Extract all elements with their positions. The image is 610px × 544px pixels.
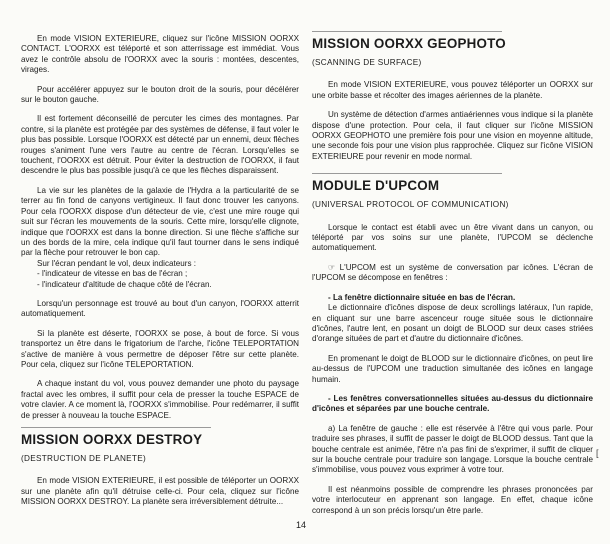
paragraph: Il est fortement déconseillé de percuter les cimes des montagnes. Par contre, si la planète est protégée par des systèmes de défense, il faut voler le plus bas possible. Lorsque l'OORXX est détecté par un ennemi, deux flèches rouges s'animent l'une vers l'autre au centre de l'écran. Lorsqu'elles se touchent, l'OORXX est détruit. Pour éviter la destruction de l'OORXX, il faut descendre le plus bas possible jusqu'à ce que les flèches disparaissent.	[21, 114, 299, 176]
paragraph: Le dictionnaire d'icônes dispose de deux scrollings latéraux, l'un rapide, en cliquant sur une barre ascenceur rouge située sous le dictionnaire d'icônes, l'autre lent, en posant un doigt de BLOOD sur deux cases striées d'orange situées de part et d'autre du dictionnaire d'icônes.	[312, 303, 593, 344]
paragraph: En mode VISION EXTERIEURE, cliquez sur l'icône MISSION OORXX CONTACT. L'OORXX est téléporté et son atterrissage est immédiat. Vous avez le contrôle absolu de l'OORXX avec la souris : montées, descentes, virages.	[21, 34, 299, 75]
section-heading-upcom: MODULE D'UPCOM	[312, 176, 593, 194]
subsection-title	[312, 293, 593, 303]
indicator-list	[21, 259, 299, 290]
paragraph: Lorsque le contact est établi avec un être vivant dans un canyon, ou téléporté par vos soins sur une planète, l'UPCOM se déclenche automatiquement.	[312, 222, 593, 253]
paragraph: En mode VISION EXTERIEURE, vous pouvez téléporter un OORXX sur une orbite basse et récolter des images aériennes de la planète.	[312, 80, 593, 100]
page-number: 14	[296, 520, 307, 530]
paragraph: Un système de détection d'armes antiaériennes vous indique si la planète dispose d'une protection. Pour cela, il faut cliquer sur l'icône MISSION OORXX GEOPHOTO une première fois pour une vision en moyenne altitude, une seconde fois pour une vision plus rapprochée. Cliquez sur l'icône VISION EXTERIEURE pour revenir en mode normal.	[312, 110, 593, 161]
subsection-title-text: - Les fenêtres conversationnelles situées au-dessus du dictionnaire d'icônes et séparées par une bouche centrale.	[312, 393, 593, 414]
subsection-title	[312, 394, 593, 415]
paragraph: a) La fenêtre de gauche : elle est réservée à l'être qui vous parle. Pour traduire ses phrases, il suffit de passer le doigt de BLOOD dessus. Tant que la bouche centrale est animée, l'être n'a pas fini de s'exprimer, il suffit de cliquer sur la bouche centrale pour traduire son langage. Lorsque la bouche centrale s'immobilise, vous pouvez vous exprimer à votre tour.	[312, 423, 593, 475]
paragraph: Pour accélérer appuyez sur le bouton droit de la souris, pour décélérer sur le bouton gauche.	[21, 84, 299, 105]
paragraph: Si la planète est déserte, l'OORXX se pose, à bout de force. Si vous transportez un être dans le frigatorium de l'arche, l'icône TELEPORTATION s'active de manière à vous permettre de déposer l'être sur cette planète. Pour cela, cliquez sur l'icône TELEPORTATION.	[21, 328, 299, 369]
section-subheading-geophoto: (SCANNING DE SURFACE)	[312, 58, 422, 67]
list-line: Sur l'écran pendant le vol, deux indicateurs :	[37, 258, 197, 268]
subsection-title-text: - La fenêtre dictionnaire située en bas de l'écran.	[328, 292, 516, 302]
paragraph: Il est néanmoins possible de comprendre les phrases prononcées par votre interlocuteur en apprenant son langage. En effet, chaque icône correspond à un son précis lorsqu'un être parle.	[312, 484, 593, 515]
list-line: - l'indicateur de vitesse en bas de l'écran ;	[37, 269, 188, 279]
section-heading-geophoto: MISSION OORXX GEOPHOTO	[312, 34, 593, 52]
paragraph: Lorsqu'un personnage est trouvé au bout d'un canyon, l'OORXX atterrit automatiquement.	[21, 298, 299, 319]
section-heading-destroy: MISSION OORXX DESTROY	[21, 430, 299, 448]
right-column	[312, 34, 593, 525]
left-column	[21, 34, 299, 517]
paragraph: ☞ L'UPCOM est un système de conversation par icônes. L'écran de l'UPCOM se décompose en fenêtres :	[312, 262, 593, 283]
paragraph: La vie sur les planètes de la galaxie de l'Hydra a la particularité de se terrer au fin fond de canyons vertigineux. Il faut donc trouver les canyons. Pour cela l'OORXX dispose d'un détecteur de vie, c'est une mire rouge qui suit sur l'écran les mouvements de la souris. Cette mire, lorsqu'elle clignote, indique que l'OORXX est dans la bonne direction. Si une flèche s'affiche sur un des bords de la mire, cela indique qu'il faut tourner dans le sens indiqué par la flèche pour retrouver le bon cap.	[21, 185, 299, 258]
list-line: - l'indicateur d'altitude de chaque côté de l'écran.	[37, 279, 212, 289]
paragraph: En promenant le doigt de BLOOD sur le dictionnaire d'icônes, on peut lire au-dessus de l'UPCOM une traduction simultanée des icônes en langage humain.	[312, 353, 593, 384]
paragraph: A chaque instant du vol, vous pouvez demander une photo du paysage fractal avec les ombres, il suffit pour cela de presser la touche ESPACE de votre clavier. A ce moment là, l'OORXX s'immobilise. Pour redémarrer, il suffit de presser à nouveau la touche ESPACE.	[21, 379, 299, 420]
edge-mark: [	[596, 448, 599, 458]
paragraph: En mode VISION EXTERIEURE, il est possible de téléporter un OORXX sur une planète afin qu'il détruise celle-ci. Pour cela, cliquez sur l'icône MISSION OORXX DESTROY. La planète sera irréversiblement détruite...	[21, 476, 299, 507]
section-subheading-upcom: (UNIVERSAL PROTOCOL OF COMMUNICATION)	[312, 200, 509, 210]
section-subheading-destroy: (DESTRUCTION DE PLANETE)	[21, 454, 147, 463]
